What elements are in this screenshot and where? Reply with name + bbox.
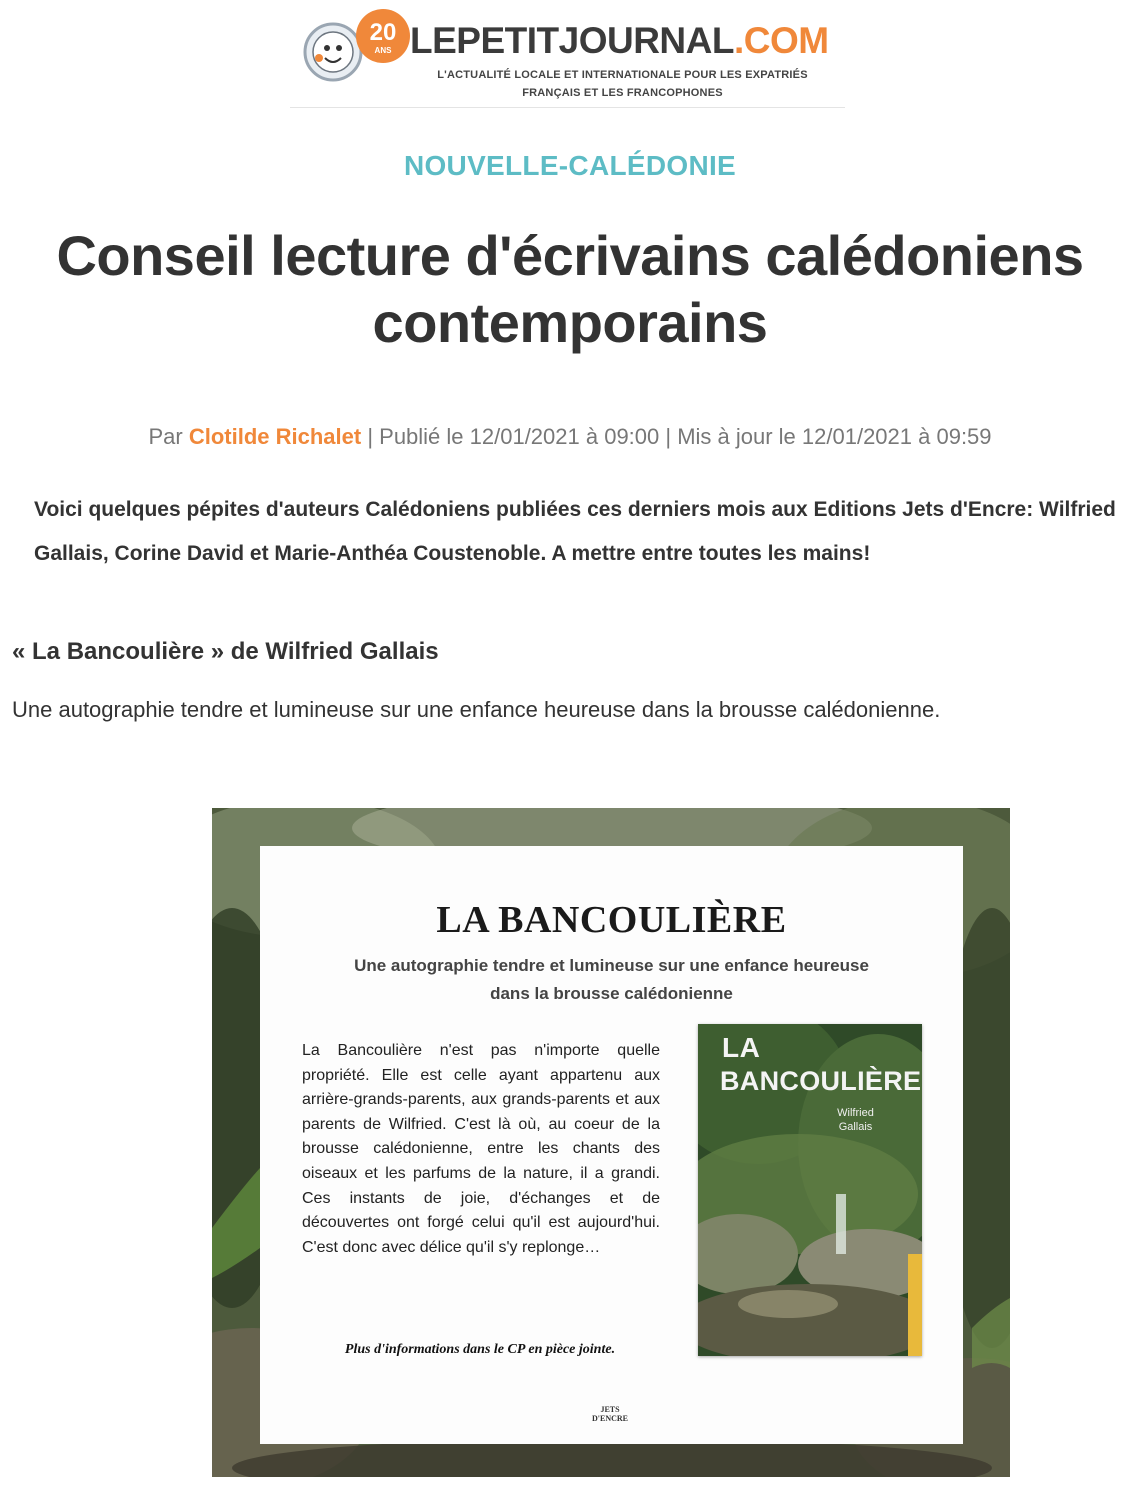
badge-label: ANS <box>374 46 392 55</box>
poster-card <box>260 846 963 1444</box>
article-title <box>20 222 1120 356</box>
tagline-line-1: L'ACTUALITÉ LOCALE ET INTERNATIONALE POUR LES EXPATRIÉS <box>437 69 808 81</box>
badge-number: 20 <box>369 19 397 46</box>
author-link[interactable]: Clotilde Richalet <box>188 424 362 449</box>
anniversary-badge-icon <box>355 8 411 64</box>
mascot-badge-icon <box>303 22 363 82</box>
tagline-line-2: FRANÇAIS ET LES FRANCOPHONES <box>522 87 723 99</box>
publication-dates: | Publié le 12/01/2021 à 09:00 | Mis à jour le 12/01/2021 à 09:59 <box>367 424 992 449</box>
site-name <box>410 20 829 62</box>
book-cover-title-line-1: LA <box>722 1032 761 1063</box>
site-name-tld: .COM <box>733 20 829 61</box>
site-tagline <box>400 66 845 102</box>
book-cover-title-line-2: BANCOULIÈRE <box>720 1066 922 1096</box>
poster-subtitle-line-1: Une autographie tendre et lumineuse sur une enfance heureuse <box>354 956 869 975</box>
site-logo-link[interactable] <box>300 5 845 100</box>
byline-prefix: Par <box>148 424 183 449</box>
poster-subtitle-line-2: dans la brousse calédonienne <box>490 984 733 1003</box>
publisher-logo <box>570 1399 650 1429</box>
publisher-logo-line-1: JETS <box>600 1405 620 1414</box>
poster-title: LA BANCOULIÈRE <box>436 899 787 941</box>
poster-subtitle <box>300 952 923 1008</box>
header-divider <box>290 107 845 108</box>
book-cover-author <box>828 1106 883 1134</box>
poster-note: Plus d'informations dans le CP en pièce jointe. <box>344 1342 616 1357</box>
article-lead: Voici quelques pépites d'auteurs Calédoniens publiées ces derniers mois aux Editions Jets d'Encre: Wilfried Gallais, Corine David et Marie-Anthéa Coustenoble. A mettre entre toutes les mains! <box>34 498 1116 565</box>
site-header <box>0 0 1140 110</box>
publisher-logo-line-2: D'ENCRE <box>591 1414 628 1423</box>
book-poster-image <box>212 808 1010 1477</box>
book-cover-author-line-2: Gallais <box>838 1121 873 1133</box>
book-cover-author-line-1: Wilfried <box>837 1107 874 1119</box>
article-byline <box>0 424 1140 450</box>
poster-body: La Bancoulière n'est pas n'importe quelle propriété. Elle est celle ayant appartenu aux arrière-grands-parents, aux grands-parents et aux parents de Wilfried. C'est là où, au coeur de la brousse calédonienne, entre les chants des oiseaux et les parfums de la nature, il a grandi. Ces instants de joie, d'échanges et de découvertes ont forgé celui qu'il est aujourd'hui. C'est donc avec délice qu'il s'y replonge… <box>302 1042 660 1256</box>
category-link[interactable]: NOUVELLE-CALÉDONIE <box>403 150 737 181</box>
section-text: Une autographie tendre et lumineuse sur une enfance heureuse dans la brousse calédonienne. <box>12 697 941 722</box>
article-title-line-1: Conseil lecture d'écrivains calédoniens <box>56 224 1084 287</box>
site-name-main: LEPETITJOURNAL <box>410 20 734 61</box>
section-heading: « La Bancoulière » de Wilfried Gallais <box>12 638 439 665</box>
book-cover-image <box>698 1024 922 1356</box>
article-title-line-2: contemporains <box>372 291 768 354</box>
